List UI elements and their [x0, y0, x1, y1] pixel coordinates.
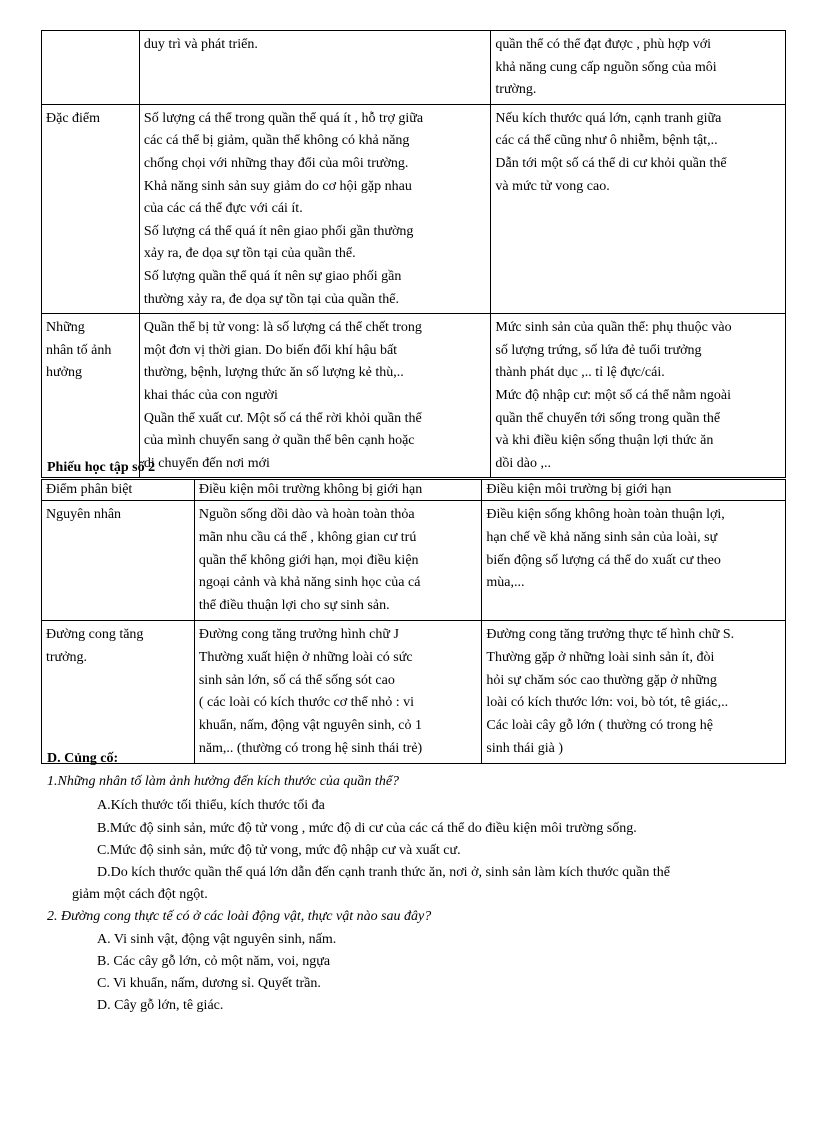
cell-line: Số lượng cá thể quá ít nên giao phối gần thường	[143, 223, 414, 239]
cell-line: của mình chuyển sang ở quần thể bên cạnh hoặc	[143, 433, 415, 449]
cell-line: loài có kích thước lớn: voi, bò tót, tê giác,..	[486, 695, 729, 711]
cell-col3	[482, 501, 786, 621]
q2-option-d: D. Cây gỗ lớn, tê giác.	[97, 998, 224, 1013]
row-label	[42, 31, 140, 105]
cell-line: sinh thái già )	[486, 740, 564, 756]
cell-line: khả năng cung cấp nguồn sống của môi	[495, 59, 717, 75]
cell-line: Các loài cây gỗ lớn ( thường có trong hệ	[486, 718, 713, 734]
cell-line: các cá thể bị giảm, quần thể không có khả năng	[143, 133, 410, 149]
cell-line: và khi điều kiện sống thuận lợi thức ăn	[495, 433, 714, 449]
cell-line: hạn chế về khả năng sinh sản của loài, sự	[486, 529, 718, 545]
cell-col3	[491, 314, 786, 478]
cell-line: Khả năng sinh sản suy giảm do cơ hội gặp nhau	[143, 178, 412, 194]
cell-line: sinh sản lớn, số cá thể sống sót cao	[198, 672, 395, 688]
cell-line: Số lượng quần thể quá ít nên sự giao phối gần	[143, 268, 402, 284]
cell-line: duy trì và phát triển.	[143, 37, 258, 52]
cell-col2	[139, 314, 490, 478]
label-line: nhân tố ảnh	[46, 342, 112, 358]
q2-option-a: A. Vi sinh vật, động vật nguyên sinh, nấm.	[97, 932, 337, 947]
cell-line: Quần thể xuất cư. Một số cá thể rời khỏi quần thể	[143, 410, 422, 426]
cell-line: biến động số lượng cá thể do xuất cư theo	[486, 552, 721, 568]
section-heading: D. Củng cố:	[47, 751, 119, 766]
q1-option-d-continued: giảm một cách đột ngột.	[72, 887, 208, 902]
worksheet-2-table	[41, 479, 786, 764]
cell-line: Dẫn tới một số cá thể di cư khỏi quần thể	[495, 155, 727, 171]
cell-line: của các cá thể đực với cái ít.	[143, 201, 303, 217]
cell-line: các cá thể cũng như ô nhiễm, bệnh tật,..	[495, 133, 718, 149]
column-header: Điều kiện môi trường bị giới hạn	[482, 480, 786, 501]
cell-line: Thường xuất hiện ở những loài có sức	[198, 649, 413, 665]
table-row	[42, 314, 786, 478]
cell-col2	[194, 620, 482, 763]
cell-line: hỏi sự chăm sóc cao thường gặp ở những	[486, 672, 717, 688]
cell-line: xảy ra, đe dọa sự tồn tại của quần thể.	[143, 246, 356, 262]
question-1: 1.Những nhân tố làm ảnh hưởng đến kích thước của quần thể?	[47, 774, 400, 789]
cell-line: Điều kiện sống không hoàn toàn thuận lợi,	[486, 507, 725, 522]
cell-line: Mức sinh sản của quần thể: phụ thuộc vào	[495, 320, 732, 336]
cell-line: quần thể chuyển tới sống trong quần thể	[495, 410, 721, 426]
cell-line: chống chọi với những thay đổi của môi trường.	[143, 155, 409, 171]
cell-line: năm,.. (thường có trong hệ sinh thái trẻ)	[198, 740, 423, 756]
cell-line: Số lượng cá thể trong quần thể quá ít , hỗ trợ giữa	[143, 110, 424, 126]
cell-line: ngoại cảnh và khả năng sinh học của cá	[198, 575, 421, 591]
table-header-row	[42, 480, 786, 501]
cell-col2	[139, 104, 490, 313]
cell-col3	[482, 620, 786, 763]
q1-option-a: A.Kích thước tối thiểu, kích thước tối đa	[97, 798, 325, 813]
cell-line: mãn nhu cầu cá thể , không gian cư trú	[198, 529, 417, 545]
table-row	[42, 501, 786, 621]
label-line: hưởng	[46, 365, 82, 381]
question-2: 2. Đường cong thực tế có ở các loài động vật, thực vật nào sau đây?	[47, 909, 432, 924]
cell-line: thường, bệnh, lượng thức ăn số lượng kẻ thù,..	[143, 365, 404, 381]
cell-line: khuẩn, nấm, động vật nguyên sinh, cỏ 1	[198, 718, 423, 734]
cell-line: Đường cong tăng trưởng thực tế hình chữ S.	[486, 626, 735, 642]
cell-col2	[139, 31, 490, 105]
column-header: Điểm phân biệt	[42, 480, 195, 501]
cell-line: thường xảy ra, đe dọa sự tồn tại của quần thể.	[143, 291, 399, 307]
cell-line: mùa,...	[486, 575, 525, 591]
row-label	[42, 620, 195, 763]
column-header: Điều kiện môi trường không bị giới hạn	[194, 480, 482, 501]
table-row	[42, 104, 786, 313]
cell-line: quần thể không giới hạn, mọi điều kiện	[198, 552, 419, 568]
row-label	[42, 314, 140, 478]
cell-line: khai thác của con người	[143, 387, 278, 403]
row-label: Nguyên nhân	[42, 501, 195, 621]
cell-col3	[491, 104, 786, 313]
q1-option-d: D.Do kích thước quần thể quá lớn dẫn đến cạnh tranh thức ăn, nơi ở, sinh sản làm kích thước quần thể	[97, 865, 670, 880]
label-line: trưởng.	[46, 649, 88, 665]
cell-line: Mức độ nhập cư: một số cá thể nằm ngoài	[495, 387, 732, 403]
q1-option-b: B.Mức độ sinh sản, mức độ tử vong , mức độ di cư của các cá thể do điều kiện môi trường sống.	[97, 821, 637, 836]
cell-line: Nguồn sống dồi dào và hoàn toàn thỏa	[198, 507, 415, 522]
worksheet-1-table	[41, 30, 786, 478]
cell-line: di chuyển đến nơi mới	[143, 455, 270, 471]
cell-line: Nếu kích thước quá lớn, cạnh tranh giữa	[495, 110, 722, 126]
cell-line: và mức tử vong cao.	[495, 178, 610, 194]
q2-option-b: B. Các cây gỗ lớn, cỏ một năm, voi, ngựa	[97, 954, 331, 969]
q2-option-c: C. Vi khuẩn, nấm, dương sỉ. Quyết trần.	[97, 976, 321, 991]
cell-line: Đường cong tăng trưởng hình chữ J	[198, 626, 399, 642]
label-line: Những	[46, 320, 85, 336]
worksheet-2-title: Phiếu học tập số 2	[47, 460, 156, 475]
cell-col2	[194, 501, 482, 621]
cell-line: dồi dào ,..	[495, 455, 551, 471]
table-row	[42, 620, 786, 763]
q1-option-c: C.Mức độ sinh sản, mức độ tử vong, mức độ nhập cư và xuất cư.	[97, 843, 461, 858]
cell-line: quần thể có thể đạt được , phù hợp với	[495, 37, 712, 52]
cell-col3	[491, 31, 786, 105]
cell-line: thể điều thuận lợi cho sự sinh sản.	[198, 598, 390, 614]
cell-line: ( các loài có kích thước cơ thể nhỏ : vi	[198, 695, 415, 711]
row-label: Đặc điểm	[42, 104, 140, 313]
cell-line: Thường gặp ở những loài sinh sản ít, đòi	[486, 649, 715, 665]
cell-line: một đơn vị thời gian. Do biến đổi khí hậu bất	[143, 342, 398, 358]
cell-line: Quần thể bị tử vong: là số lượng cá thể chết trong	[143, 320, 422, 336]
table-row	[42, 31, 786, 105]
label-line: Đường cong tăng	[46, 626, 144, 642]
cell-line: trường.	[495, 82, 537, 98]
cell-line: thành phát dục ,.. tỉ lệ đực/cái.	[495, 365, 665, 381]
cell-line: số lượng trứng, số lứa đẻ tuổi trưởng	[495, 342, 702, 358]
